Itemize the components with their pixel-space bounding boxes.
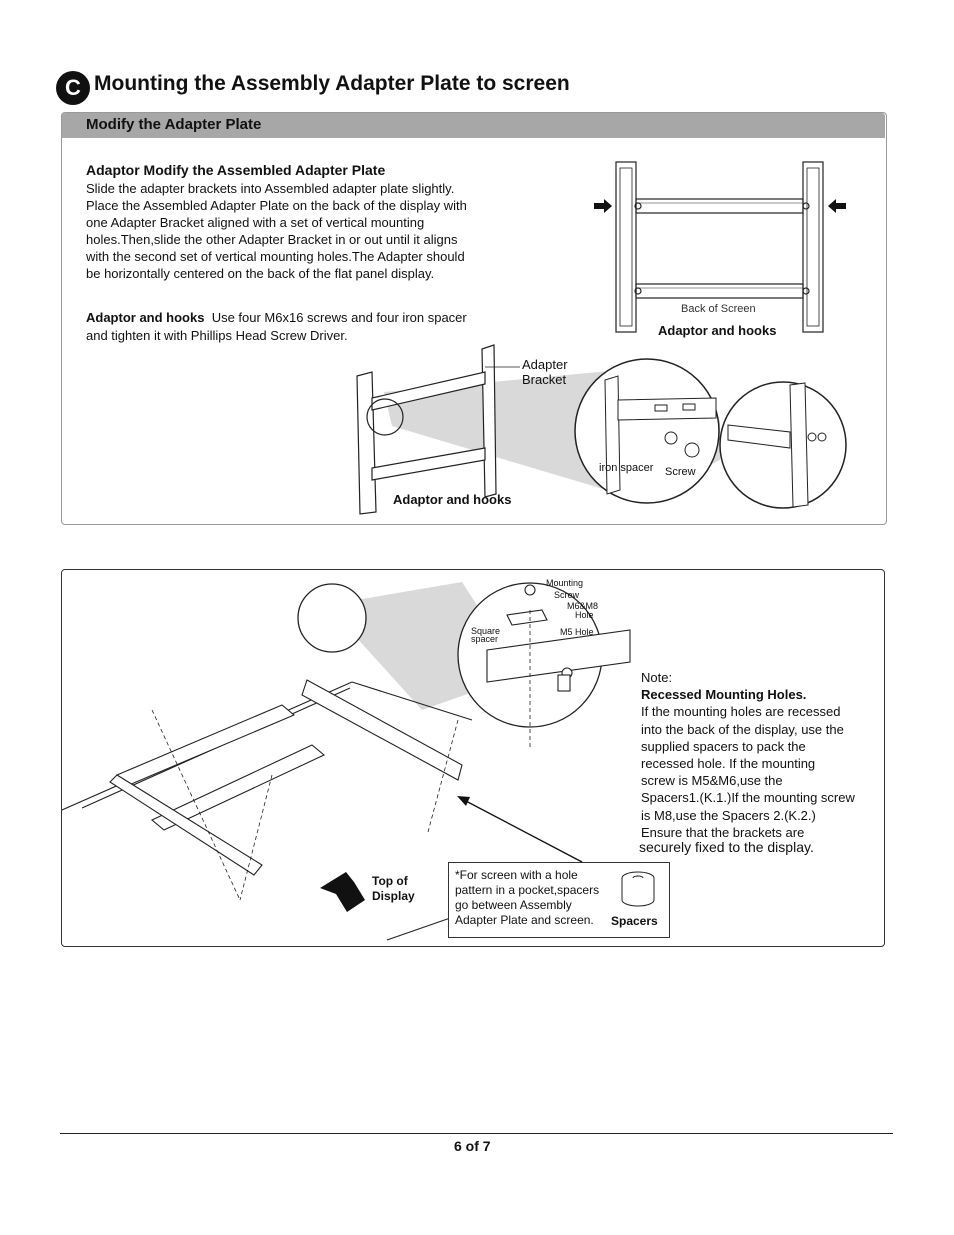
spacers-label: Spacers [611, 914, 658, 928]
top-of-display-label: Top of [372, 874, 408, 888]
footer-divider [60, 1133, 893, 1134]
arrow-right-icon [594, 199, 612, 213]
note-line: recessed hole. If the mounting [641, 756, 816, 772]
note-last-line: securely fixed to the display. [639, 839, 814, 855]
note-line: If the mounting holes are recessed [641, 704, 841, 720]
note-line: supplied spacers to pack the [641, 738, 806, 754]
figure-caption-bottom: Adaptor and hooks [393, 492, 512, 507]
section-subhead: Modify the Adapter Plate [86, 116, 262, 133]
hooks-text-line: Use four M6x16 screws and four iron spacer [211, 310, 467, 325]
spacer-note-line: go between Assembly [455, 898, 572, 912]
page-number: 6 of 7 [454, 1138, 491, 1154]
paragraph-line: Place the Assembled Adapter Plate on the back of the display with [86, 198, 467, 213]
mounting-screw-label: Mounting [546, 578, 584, 588]
spacer-note-line: Adapter Plate and screen. [455, 913, 594, 927]
zoom-detail-1 [575, 359, 719, 503]
zoom-detail-2 [720, 382, 846, 508]
page-title: Mounting the Assembly Adapter Plate to screen [94, 72, 570, 95]
figure-caption-top: Adaptor and hooks [658, 323, 777, 338]
hooks-title: Adaptor and hooks [86, 310, 205, 325]
paragraph-line: holes.Then,slide the other Adapter Bracket in or out until it aligns [86, 232, 458, 247]
paragraph-line: one Adapter Bracket aligned with a set of vertical mounting [86, 215, 425, 230]
note-line: Ensure that the brackets are [641, 824, 805, 840]
paragraph-line: Slide the adapter brackets into Assembled adapter plate slightly. [86, 181, 455, 196]
display-outline [62, 682, 502, 940]
note-line: Spacers1.(K.1.)If the mounting screw [641, 790, 855, 806]
paragraph-title: Adaptor Modify the Assembled Adapter Plate [86, 162, 386, 178]
adapter-bracket-label: Bracket [522, 372, 567, 387]
iron-spacer-label: iron spacer [599, 462, 654, 474]
back-of-screen-label: Back of Screen [681, 303, 756, 315]
note-line: into the back of the display, use the [641, 721, 844, 737]
hooks-text-line: and tighten it with Phillips Head Screw Driver. [86, 328, 348, 343]
adapter-bracket-label: Adapter [522, 357, 568, 372]
section-badge: C [56, 71, 90, 105]
m6m8-hole-label: M6&M8 [567, 601, 599, 611]
note-title: Recessed Mounting Holes. [641, 687, 807, 703]
spacer-icon [618, 868, 662, 912]
square-spacer-label: Square [471, 626, 501, 636]
note-line: is M8,use the Spacers 2.(K.2.) [641, 807, 816, 823]
note-line: screw is M5&M6,use the [641, 773, 783, 789]
top-of-display-label: Display [372, 889, 415, 903]
m6m8-hole-label: Hole [575, 610, 594, 620]
spacer-note-line: *For screen with a hole [455, 868, 578, 882]
paragraph-line: with the second set of vertical mounting holes.The Adapter should [86, 249, 465, 264]
spacer-note-line: pattern in a pocket,spacers [455, 883, 600, 897]
top-of-display-arrow-icon [320, 872, 365, 912]
recessed-note [641, 669, 881, 841]
mounting-screw-label: Screw [554, 590, 580, 600]
paragraph-line: be horizontally centered on the back of the flat panel display. [86, 266, 435, 281]
m5-hole-label: M5 Hole [560, 627, 594, 637]
detail-circle-small [298, 584, 366, 652]
spacer-note [455, 868, 615, 928]
adapter-plate [110, 680, 462, 875]
arrow-left-icon [828, 199, 846, 213]
square-spacer-label: spacer [471, 634, 499, 644]
note-label: Note: [641, 670, 673, 685]
adapter-plate-illustration [0, 0, 954, 560]
screw-label: Screw [665, 466, 696, 478]
